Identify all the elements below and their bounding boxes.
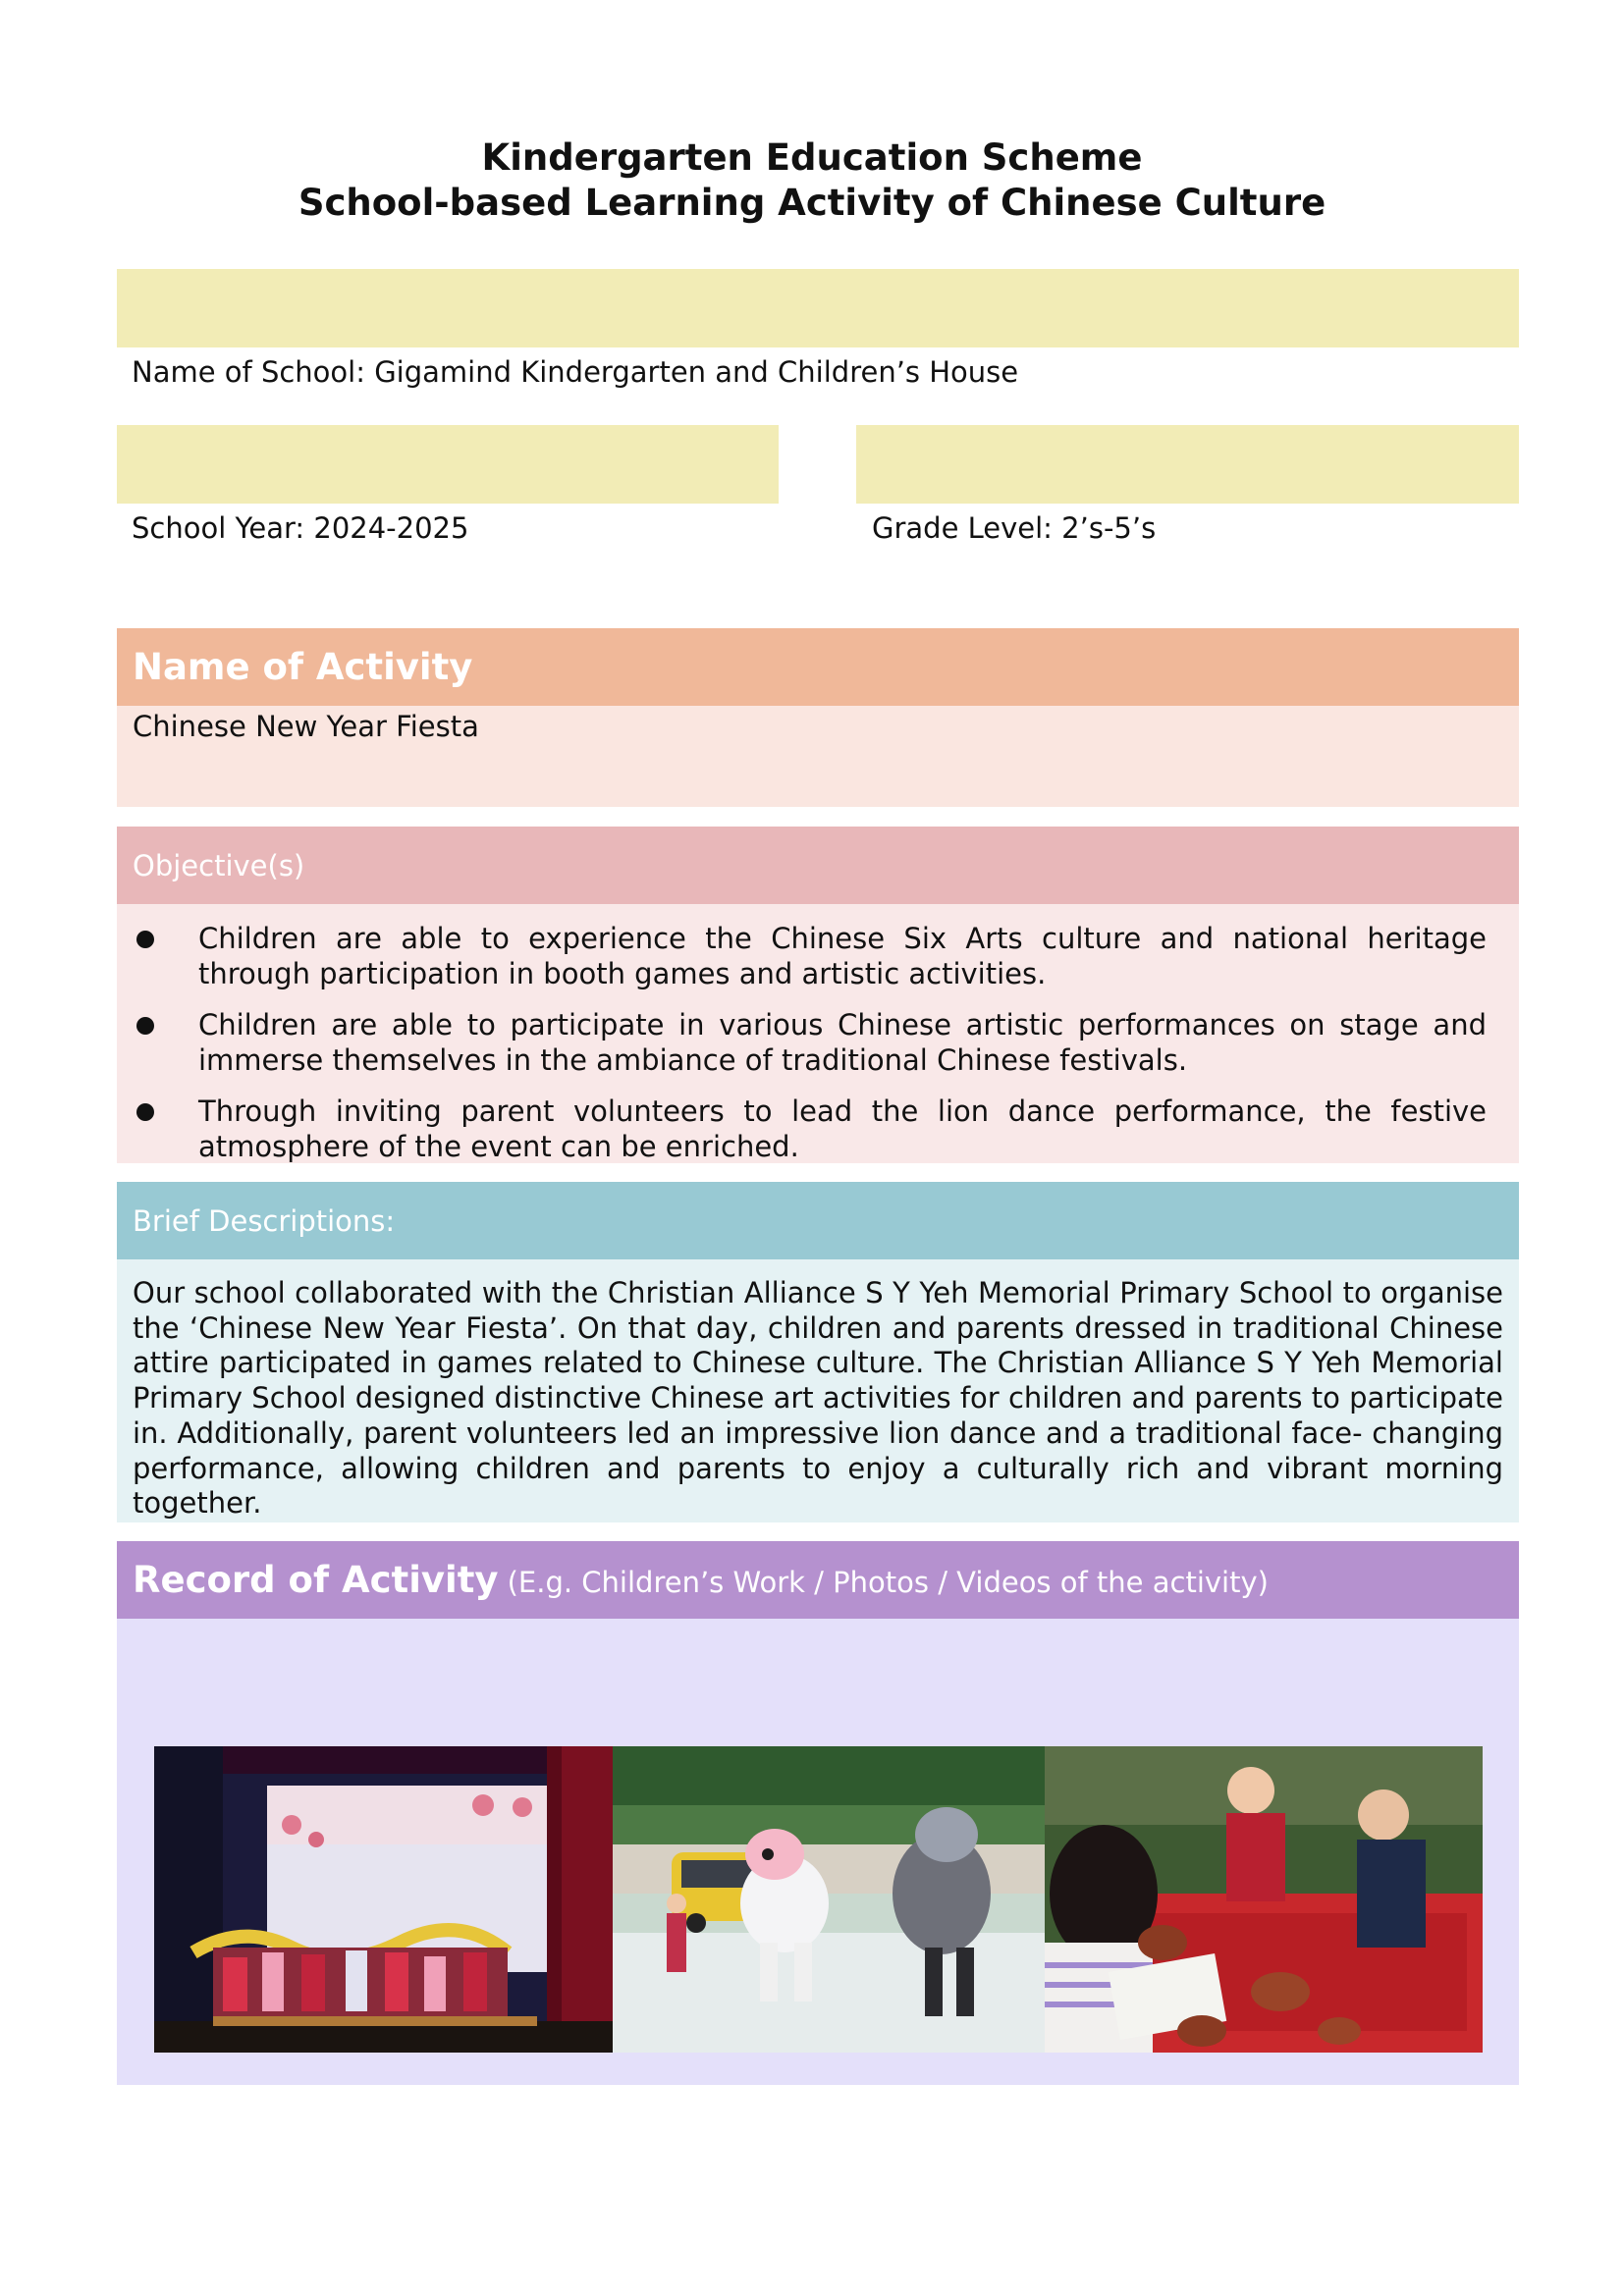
bullet-icon [136,931,154,948]
page-title-line2: School-based Learning Activity of Chinese Culture [298,182,1326,224]
activity-heading: Name of Activity [133,646,473,688]
craft-activity-image [1045,1746,1483,2053]
activity-body [117,706,1519,807]
objective-text: Children are able to experience the Chinese Six Arts culture and national heritage through participation in booth games and artistic activities. [198,922,1487,990]
page-title-line1: Kindergarten Education Scheme [481,136,1143,179]
craft-activity-photo [1045,1746,1483,2053]
bullet-icon [136,1103,154,1121]
record-heading: Record of Activity [133,1559,499,1601]
school-name: Name of School: Gigamind Kindergarten and Children’s House [132,355,1019,389]
activity-name: Chinese New Year Fiesta [133,710,479,743]
activity-header [117,628,1519,706]
description-heading: Brief Descriptions: [133,1204,396,1238]
lion-dance-image [613,1746,1045,2053]
record-heading-wrap [133,1559,1269,1601]
grade-level: Grade Level: 2’s-5’s [872,511,1157,545]
objective-text: Through inviting parent volunteers to lead the lion dance performance, the festive atmosphere of the event can be enriched. [198,1095,1487,1163]
description-body [117,1259,1519,1522]
bullet-icon [136,1017,154,1035]
school-name-bar [117,269,1519,347]
stage-performance-image [154,1746,613,2053]
description-header [117,1182,1519,1259]
description-text: Our school collaborated with the Christian Alliance S Y Yeh Memorial Primary School to organise the ‘Chinese New Year Fiesta’. On that day, children and parents dressed in traditional Chinese attire participated in games related to Chinese culture. The Christian Alliance S Y Yeh Memorial Primary School designed distinctive Chinese art activities for children and parents to participate in. Additionally, parent volunteers led an impressive lion dance and a traditional face- changing performance, allowing children and parents to enjoy a culturally rich and vibrant morning together. [133,1276,1503,1521]
school-year-bar [117,425,779,504]
grade-level-bar [856,425,1519,504]
record-subheading: (E.g. Children’s Work / Photos / Videos of the activity) [507,1566,1269,1599]
objectives-header [117,827,1519,904]
lion-dance-photo [613,1746,1045,2053]
record-header [117,1541,1519,1619]
stage-performance-photo [154,1746,613,2053]
objective-text: Children are able to participate in various Chinese artistic performances on stage and immerse themselves in the ambiance of traditional Chinese festivals. [198,1008,1487,1077]
school-year: School Year: 2024-2025 [132,511,469,545]
objectives-heading: Objective(s) [133,849,305,882]
